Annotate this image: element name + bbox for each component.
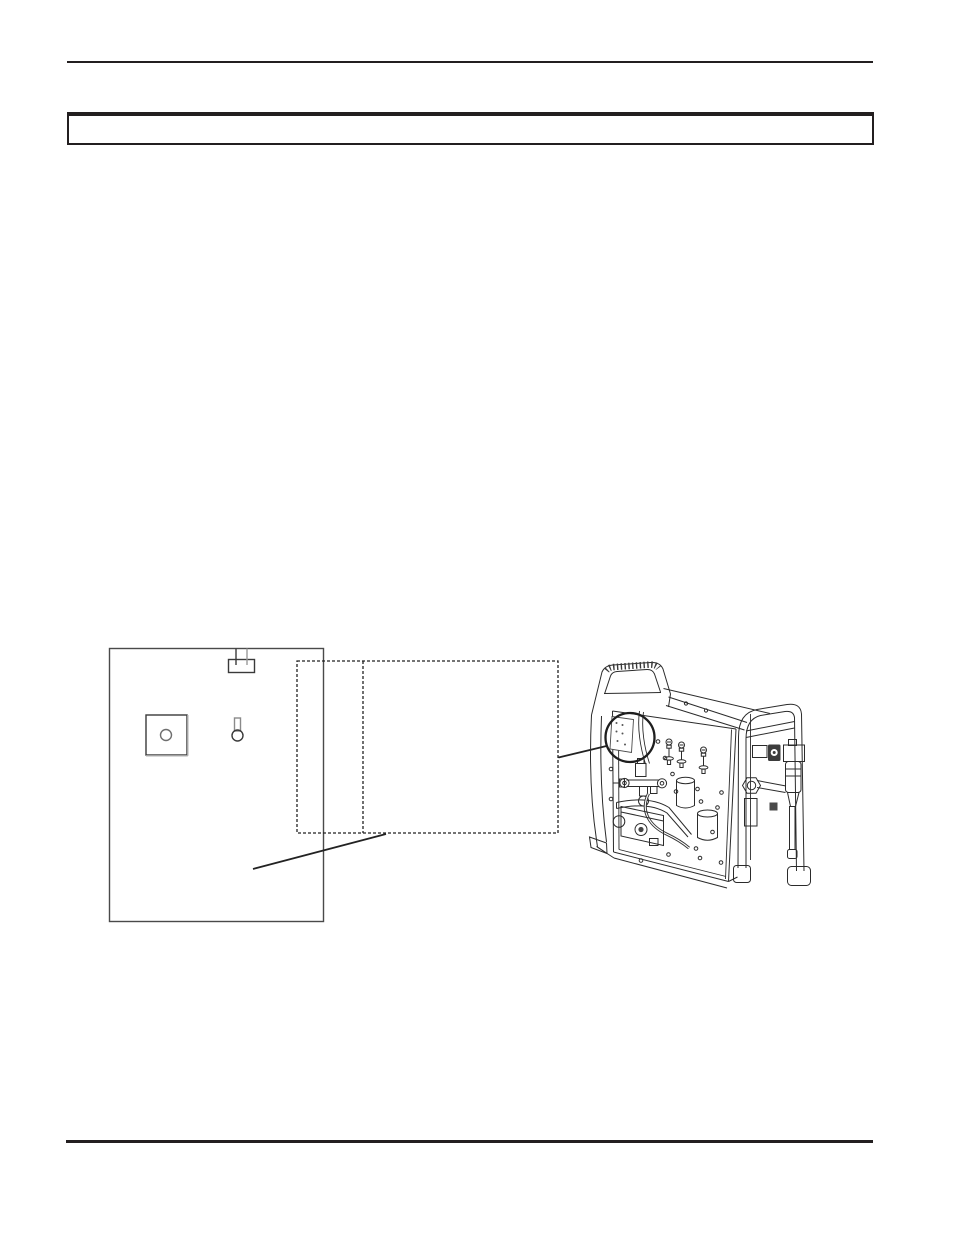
- gas-pipe-and-nut: [743, 778, 787, 794]
- rear-foot-right: [788, 867, 811, 886]
- board-thermistor-component: [232, 718, 243, 741]
- board-square-component: [146, 715, 188, 756]
- panel-bolts: [609, 740, 723, 865]
- pc-board-diagram: [110, 649, 324, 922]
- pcb-location-detail: [610, 711, 650, 764]
- leader-line-machine: [559, 746, 607, 758]
- gas-valve-cluster: [614, 759, 667, 807]
- footer-rule: [66, 1140, 873, 1143]
- shelf-bracket: [617, 800, 692, 837]
- internal-components: [609, 739, 723, 864]
- rear-frame: [734, 704, 811, 885]
- callout-list: [297, 661, 558, 833]
- rear-foot-left: [734, 866, 751, 883]
- power-receptacle: [753, 746, 768, 758]
- small-plate: [770, 803, 778, 811]
- callout-outer-box: [297, 661, 558, 833]
- top-deck: [664, 689, 771, 731]
- gas-hose: [645, 794, 689, 849]
- front-post: [590, 715, 608, 854]
- board-connector-tab: [229, 649, 255, 673]
- leader-line-board: [253, 834, 386, 869]
- front-foot: [590, 837, 608, 854]
- welder-illustration: [590, 662, 811, 888]
- screw-icons: [665, 739, 708, 774]
- regulator-filter-assembly: [784, 740, 805, 859]
- callout-circle-group: [606, 711, 655, 764]
- carry-handle: [592, 662, 671, 715]
- pc-board-outline: [110, 649, 324, 922]
